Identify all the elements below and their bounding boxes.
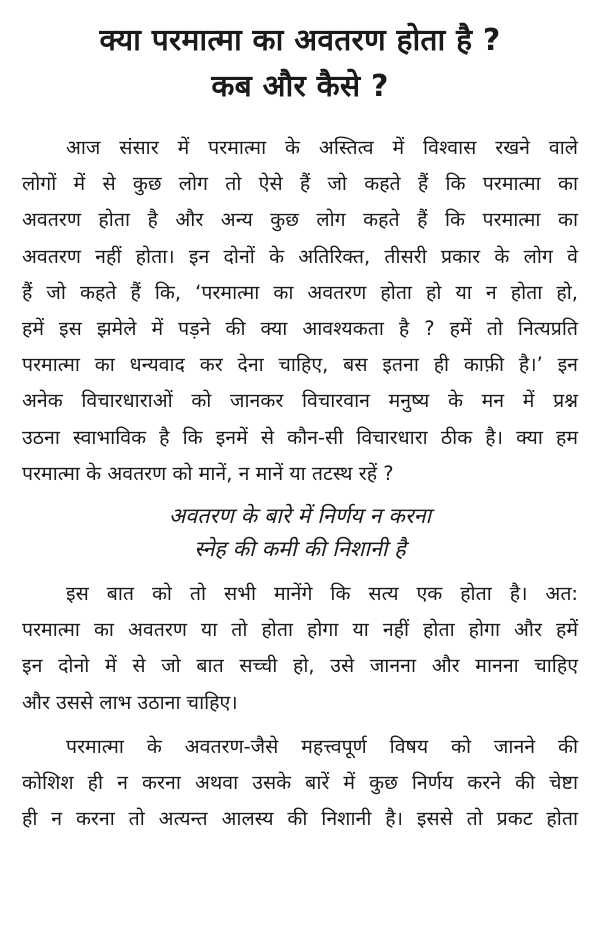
paragraph-2-line: परमात्मा का अवतरण या तो होता होगा या नहीं होता होगा और हमें (22, 618, 578, 642)
paragraph-1-line: हैं जो कहते हैं कि, ‘परमात्मा का अवतरण होता हो या न होता हो, (22, 280, 578, 304)
paragraph-1-line: उठना स्वाभाविक है कि इनमें से कौन-सी विचारधारा ठीक है। क्या हम (22, 425, 578, 449)
paragraph-2 (22, 576, 578, 721)
paragraph-1-line: परमात्मा के अवतरण को मानें, न मानें या तटस्थ रहें ? (22, 461, 394, 485)
page-title (22, 18, 578, 110)
paragraph-1-line: लोगों में से कुछ लोग तो ऐसे हैं जो कहते हैं कि परमात्मा का (22, 172, 578, 196)
paragraph-1 (22, 130, 578, 492)
subheading (22, 500, 578, 566)
paragraph-2-line: इस बात को तो सभी मानेंगे कि सत्य एक होता है। अत: (66, 582, 578, 606)
subheading-line-2: स्नेह की कमी की निशानी है (194, 537, 406, 563)
paragraph-3-line: ही न करना तो अत्यन्त आलस्य की निशानी है। इससे तो प्रकट होता (22, 807, 578, 831)
paragraph-2-line: इन दोनो में से जो बात सच्ची हो, उसे जानना और मानना चाहिए (22, 654, 578, 678)
paragraph-1-line: अनेक विचारधाराओं को जानकर विचारवान मनुष्य के मन में प्रश्न (22, 389, 578, 413)
paragraph-1-line: परमात्मा का धन्यवाद कर देना चाहिए, बस इतना ही काफ़ी है।’ इन (22, 353, 578, 377)
paragraph-3-line: परमात्मा के अवतरण-जैसे महत्त्वपूर्ण विषय को जानने की (66, 734, 578, 758)
subheading-line-1: अवतरण के बारे में निर्णय न करना (168, 504, 432, 530)
paragraph-2-line: और उससे लाभ उठाना चाहिए। (22, 690, 238, 714)
paragraph-1-line: अवतरण होता है और अन्य कुछ लोग कहते हैं कि परमात्मा का (22, 208, 578, 232)
title-line-1: क्या परमात्मा का अवतरण होता है ? (99, 23, 501, 58)
paragraph-1-line: आज संसार में परमात्मा के अस्तित्व में विश्वास रखने वाले (66, 136, 578, 159)
paragraph-3-line: कोशिश ही न करना अथवा उसके बारें में कुछ निर्णय करने की चेष्टा (22, 771, 578, 795)
paragraph-1-line: हमें इस झमेले में पड़ने की क्या आवश्यकता है ? हमें तो नित्यप्रति (22, 317, 578, 341)
title-line-2: कब और कैसे ? (211, 69, 389, 104)
paragraph-3 (22, 729, 578, 838)
paragraph-1-line: अवतरण नहीं होता। इन दोनों के अतिरिक्त, तीसरी प्रकार के लोग वे (22, 244, 578, 268)
